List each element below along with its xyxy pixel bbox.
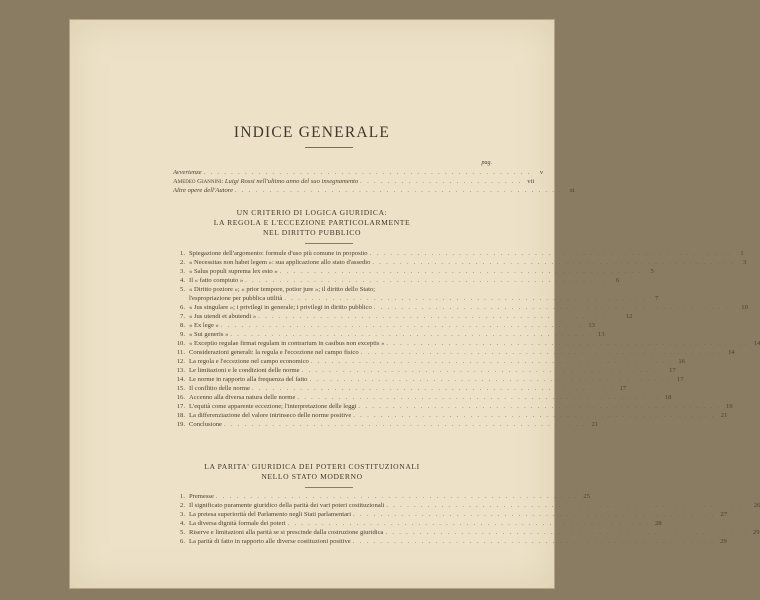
section2-divider bbox=[305, 487, 353, 488]
leader-dots: . . . . . . . . . . . . . . . . . . . . . . . . . . . . . . . . . . . . . . . . . . . . . . . . . . . . . bbox=[358, 403, 721, 410]
toc-entry-page: 12 bbox=[625, 313, 633, 320]
leader-dots: . . . . . . . . . . . . . . . . . . . . . . . . . . . . . . . . . . . . . . . . . . . . . . . . . . . . . bbox=[245, 277, 608, 284]
toc-entry-text: Premesse bbox=[189, 493, 214, 500]
toc-entry bbox=[173, 303, 748, 312]
toc-entry-text: L'equità come apparente eccezione; l'interpretazione delle leggi bbox=[189, 403, 357, 410]
toc-entry bbox=[173, 528, 760, 537]
toc-entry-number: 11. bbox=[177, 349, 185, 356]
toc-entry-text: « Salus populi suprema lex esto » bbox=[189, 268, 278, 275]
toc-entry-number: 18. bbox=[176, 412, 185, 419]
toc-entry bbox=[173, 339, 760, 348]
toc-entry bbox=[173, 357, 685, 366]
toc-entry bbox=[173, 384, 627, 393]
toc-entry bbox=[173, 510, 728, 519]
toc-entry bbox=[173, 276, 620, 285]
front-matter-item bbox=[173, 177, 535, 186]
leader-dots: . . . . . . . . . . . . . . . . . . . . . . . . . . . . . . . . . . . . . . . . . . . . . . . . . . . . . bbox=[385, 529, 748, 536]
leader-dots: . . . . . . . . . . . . . . . . . . . . . . . . . . . . . . . . . . . . . . . . . . . . . . . . . . . . . bbox=[310, 358, 673, 365]
section1-toc bbox=[173, 249, 760, 429]
leader-dots: . . . . . . . . . . . . . . . . . . . . . . . . . . . . . . . . . . . . . . . . . . . . . . . . . . . . . bbox=[353, 412, 716, 419]
leader-dots: . . . . . . . . . . . . . . . . . . . . . . . . . . . . . . . . . . . . . . . . . . . . . . . . . . . . . bbox=[352, 538, 715, 545]
toc-entry-page: 21 bbox=[720, 412, 728, 419]
front-matter-text: Altre opere dell'Autore bbox=[173, 187, 234, 194]
toc-entry-page: 17 bbox=[676, 376, 684, 383]
section1-heading-line: LA REGOLA E L'ECCEZIONE PARTICOLARMENTE bbox=[213, 218, 411, 227]
section1-heading bbox=[70, 208, 554, 238]
toc-entry-number: 2. bbox=[180, 502, 185, 509]
toc-entry-number: 16. bbox=[176, 394, 185, 401]
toc-entry bbox=[173, 402, 733, 411]
leader-dots: . . . . . . . . . . . . . . . . . . . . . . . . . . . . . . . . . . . . . . . . . . . . . . . . . . . . . bbox=[386, 340, 749, 347]
toc-entry-text: « Diritto poziore »; « prior tempore, potior jure »; il diritto dello Stato; bbox=[189, 286, 376, 293]
toc-entry bbox=[173, 258, 747, 267]
toc-entry-text-cont: l'espropriazione per pubblica utilità bbox=[189, 295, 283, 302]
leader-dots: . . . . . . . . . . . . . . . . . . . . . . . . . . . . . . . . . . . . . . . . . . . . . . . . . . . . . bbox=[309, 376, 672, 383]
toc-entry-number: 9. bbox=[180, 331, 185, 338]
toc-entry-page: 21 bbox=[591, 421, 599, 428]
toc-entry-page: 26 bbox=[753, 502, 760, 509]
toc-entry bbox=[173, 501, 760, 510]
toc-entry bbox=[173, 393, 672, 402]
page-column-label: pag. bbox=[481, 160, 492, 166]
toc-entry-page: 5 bbox=[650, 268, 654, 275]
toc-entry-page: 3 bbox=[743, 259, 747, 266]
book-page bbox=[70, 20, 760, 588]
front-matter-page: vii bbox=[527, 178, 535, 185]
toc-entry bbox=[173, 321, 595, 330]
toc-entry-text: « Necessitas non habet legem »: sua applicazione allo stato d'assedio bbox=[189, 259, 371, 266]
section1-heading-line: NEL DIRITTO PUBBLICO bbox=[262, 228, 362, 237]
toc-entry-page: 25 bbox=[583, 493, 590, 500]
toc-entry-number: 5. bbox=[180, 286, 185, 293]
toc-entry-page: 13 bbox=[588, 322, 595, 329]
toc-entry-number: 1. bbox=[180, 250, 185, 257]
toc-entry-text: « Sui generis » bbox=[189, 331, 229, 338]
toc-entry-text: Il conflitto delle norme bbox=[189, 385, 250, 392]
toc-entry bbox=[173, 330, 605, 339]
front-matter-author: Amedeo Giannini bbox=[173, 178, 222, 185]
leader-dots: . . . . . . . . . . . . . . . . . . . . . . . . . . . . . . . . . . . . . . . . . . . . . . . . . . . . . bbox=[369, 250, 732, 257]
section2-heading bbox=[70, 462, 554, 482]
toc-entry-number: 6. bbox=[180, 538, 185, 545]
leader-dots: . . . . . . . . . . . . . . . . . . . . . . . . . . . . . . . . . . . . . . . . . . . . . . . . . . . . . bbox=[251, 385, 615, 392]
toc-entry bbox=[173, 267, 654, 276]
section2-heading-line: LA PARITA' GIURIDICA DEI POTERI COSTITUZIONALI bbox=[204, 462, 420, 471]
toc-entry bbox=[173, 537, 727, 546]
leader-dots: . . . . . . . . . . . . . . . . . . . . . . . . . . . . . . . . . . . . . . . . . . . . . . . . . . . . . bbox=[279, 268, 642, 275]
leader-dots: . . . . . . . . . . . . . . . . . . . . . . . . . . . . . . . . . . . . . . . . . . . . . . . . . . . . . bbox=[297, 394, 660, 401]
toc-entry bbox=[173, 420, 599, 429]
leader-dots: . . . . . . . . . . . . . . . . . . . . . . . . . . . . . . . . . . . . . . . . . . . . . . . . . . . . . bbox=[223, 421, 587, 428]
toc-entry-number: 13. bbox=[176, 367, 185, 374]
toc-entry bbox=[173, 285, 503, 294]
toc-entry-number: 19. bbox=[176, 421, 185, 428]
toc-entry-number: 4. bbox=[180, 277, 185, 284]
toc-entry-text: Riserve e limitazioni alla parità se si prescinde dalla costruzione giuridica bbox=[189, 529, 384, 536]
front-matter-item bbox=[173, 168, 544, 177]
toc-entry bbox=[173, 411, 728, 420]
section1-divider bbox=[305, 243, 353, 244]
toc-entry-page: 17 bbox=[669, 367, 676, 374]
leader-dots: . . . . . . . . . . . . . . . . . . . . . . . . . . . . . . . . . . . . . . . . . . . . . . . . . . . . . bbox=[360, 349, 723, 356]
leader-dots: . . . . . . . . . . . . . . . . . . . . . . . . bbox=[360, 178, 523, 185]
toc-entry-number: 7. bbox=[180, 313, 185, 320]
front-matter-item bbox=[173, 186, 575, 195]
front-matter-page: v bbox=[539, 169, 544, 176]
toc-entry bbox=[173, 492, 590, 501]
leader-dots: . . . . . . . . . . . . . . . . . . . . . . . . . . . . . . . . . . . . . . . . . . . . . . . . . . . . . bbox=[258, 313, 621, 320]
toc-entry-number: 10. bbox=[176, 340, 185, 347]
toc-entry-text: « Exceptio regulae firmat regulam in contrarium in casibus non exceptis » bbox=[189, 340, 385, 347]
leader-dots: . . . . . . . . . . . . . . . . . . . . . . . . . . . . . . . . . . . . . . . . . . . . . . . . . . . . . bbox=[215, 493, 578, 500]
leader-dots: . . . . . . . . . . . . . . . . . . . . . . . . . . . . . . . . . . . . . . . . . . . . . . . . . . . . . bbox=[287, 520, 650, 527]
toc-entry-text: Le norme in rapporto alla frequenza del fatto bbox=[189, 376, 308, 383]
toc-entry-number: 1. bbox=[180, 493, 185, 500]
toc-entry bbox=[173, 375, 684, 384]
front-matter-list bbox=[173, 168, 575, 195]
toc-entry-text: « Ex lege » bbox=[189, 322, 219, 329]
toc-entry bbox=[173, 249, 744, 258]
toc-entry-page: 27 bbox=[720, 511, 728, 518]
toc-entry-number: 2. bbox=[180, 259, 185, 266]
toc-entry-page: 6 bbox=[616, 277, 620, 284]
leader-dots: . . . . . . . . . . . . . . . . . . . . . . . . . . . . . . . . . . . . . . . . . . . . . . . . bbox=[203, 169, 532, 176]
toc-entry-text: Il « fatto compiuto » bbox=[189, 277, 244, 284]
leader-dots: . . . . . . . . . . . . . . . . . . . . . . . . . . . . . . . . . . . . . . . . . . . . . . . . . . . . . bbox=[230, 331, 593, 338]
toc-entry-page: 18 bbox=[664, 394, 672, 401]
toc-entry-page: 29 bbox=[752, 529, 760, 536]
toc-entry-number: 4. bbox=[180, 520, 185, 527]
toc-entry-page: 10 bbox=[741, 304, 748, 311]
toc-entry-number: 8. bbox=[180, 322, 185, 329]
leader-dots: . . . . . . . . . . . . . . . . . . . . . . . . . . . . . . . . . . . . . . . . . . . . . . . . . . . . . bbox=[373, 304, 736, 311]
leader-dots: . . . . . . . . . . . . . . . . . . . . . . . . . . . . . . . . . . . . . . . . . . . . . . . . . . . . . bbox=[301, 367, 664, 374]
toc-entry-text: « Jus singulare »; i privilegi in generale; i privilegi in diritto pubblico bbox=[189, 304, 372, 311]
toc-entry-page: 19 bbox=[726, 403, 733, 410]
section2-toc bbox=[173, 492, 760, 546]
leader-dots: . . . . . . . . . . . . . . . . . . . . . . . . . . . . . . . . . . . . . . . . . . . . . . . . . . . . . bbox=[284, 295, 647, 302]
toc-entry-text: La parità di fatto in rapporto alle diverse costituzioni positive bbox=[189, 538, 351, 545]
toc-entry-text: La diversa dignità formale dei poteri bbox=[189, 520, 286, 527]
toc-entry-number: 15. bbox=[176, 385, 185, 392]
toc-entry bbox=[173, 366, 676, 375]
toc-entry-text: Spiegazione dell'argomento: formule d'uso più comune in proposito bbox=[189, 250, 368, 257]
toc-entry-page: 29 bbox=[720, 538, 727, 545]
toc-entry-number: 17. bbox=[176, 403, 185, 410]
leader-dots: . . . . . . . . . . . . . . . . . . . . . . . . . . . . . . . . . . . . . . . . . . . . . . . . . . . . . bbox=[353, 511, 716, 518]
toc-entry-page: 14 bbox=[728, 349, 735, 356]
toc-entry bbox=[173, 348, 735, 357]
toc-entry-text: La regola e l'eccezione nel campo economico bbox=[189, 358, 309, 365]
front-matter-text: Amedeo Giannini: Luigi Rossi nell'ultimo anno del suo insegnamento bbox=[173, 178, 359, 185]
toc-entry bbox=[173, 519, 662, 528]
toc-entry-number: 12. bbox=[176, 358, 185, 365]
title-divider bbox=[305, 147, 353, 148]
toc-entry-page: 17 bbox=[619, 385, 627, 392]
leader-dots: . . . . . . . . . . . . . . . . . . . . . . . . . . . . . . . . . . . . . . . . . . . . . . . . . . . . . bbox=[372, 259, 735, 266]
toc-entry-text: La pretesa superiorità del Parlamento negli Stati parlamentari bbox=[189, 511, 352, 518]
toc-entry bbox=[173, 312, 633, 321]
toc-entry-text: Considerazioni generali: la regula e l'eccezione nel campo fisico bbox=[189, 349, 359, 356]
toc-entry-text: Le limitazioni e le condizioni delle norme bbox=[189, 367, 300, 374]
toc-entry-number: 14. bbox=[176, 376, 185, 383]
front-matter-page: xi bbox=[569, 187, 575, 194]
toc-entry-number: 5. bbox=[180, 529, 185, 536]
toc-entry-continuation bbox=[173, 294, 659, 303]
toc-entry-text: « Jus utendi et abutendi » bbox=[189, 313, 257, 320]
toc-entry-number: 3. bbox=[180, 511, 185, 518]
front-matter-text: Avvertenze bbox=[173, 169, 202, 176]
leader-dots: . . . . . . . . . . . . . . . . . . . . . . . . . . . . . . . . . . . . . . . . . . . . . . . . bbox=[235, 187, 563, 194]
toc-entry-page: 1 bbox=[740, 250, 744, 257]
toc-entry-text: Il significato puramente giuridico della parità dei vari poteri costituzionali bbox=[189, 502, 385, 509]
toc-entry-text: Conclusione bbox=[189, 421, 222, 428]
toc-entry-page: 13 bbox=[597, 331, 605, 338]
toc-entry-number: 6. bbox=[180, 304, 185, 311]
toc-entry-text: Accenno alla diversa natura delle norme bbox=[189, 394, 296, 401]
toc-entry-number: 3. bbox=[180, 268, 185, 275]
toc-entry-page: 28 bbox=[655, 520, 662, 527]
toc-entry-page: 16 bbox=[678, 358, 685, 365]
page-title: INDICE GENERALE bbox=[233, 124, 391, 141]
front-matter-essay-title: Luigi Rossi nell'ultimo anno del suo insegnamento bbox=[224, 178, 359, 185]
section2-heading-line: NELLO STATO MODERNO bbox=[261, 472, 363, 481]
toc-entry-page: 7 bbox=[655, 295, 659, 302]
leader-dots: . . . . . . . . . . . . . . . . . . . . . . . . . . . . . . . . . . . . . . . . . . . . . . . . . . . . . bbox=[220, 322, 583, 329]
leader-dots: . . . . . . . . . . . . . . . . . . . . . . . . . . . . . . . . . . . . . . . . . . . . . . . . . . . . . bbox=[386, 502, 749, 509]
toc-entry-page: 14 bbox=[753, 340, 760, 347]
section1-heading-line: UN CRITERIO DI LOGICA GIURIDICA: bbox=[236, 208, 388, 217]
toc-entry-text: La differenziazione del valore intrinseco delle norme positive bbox=[189, 412, 352, 419]
